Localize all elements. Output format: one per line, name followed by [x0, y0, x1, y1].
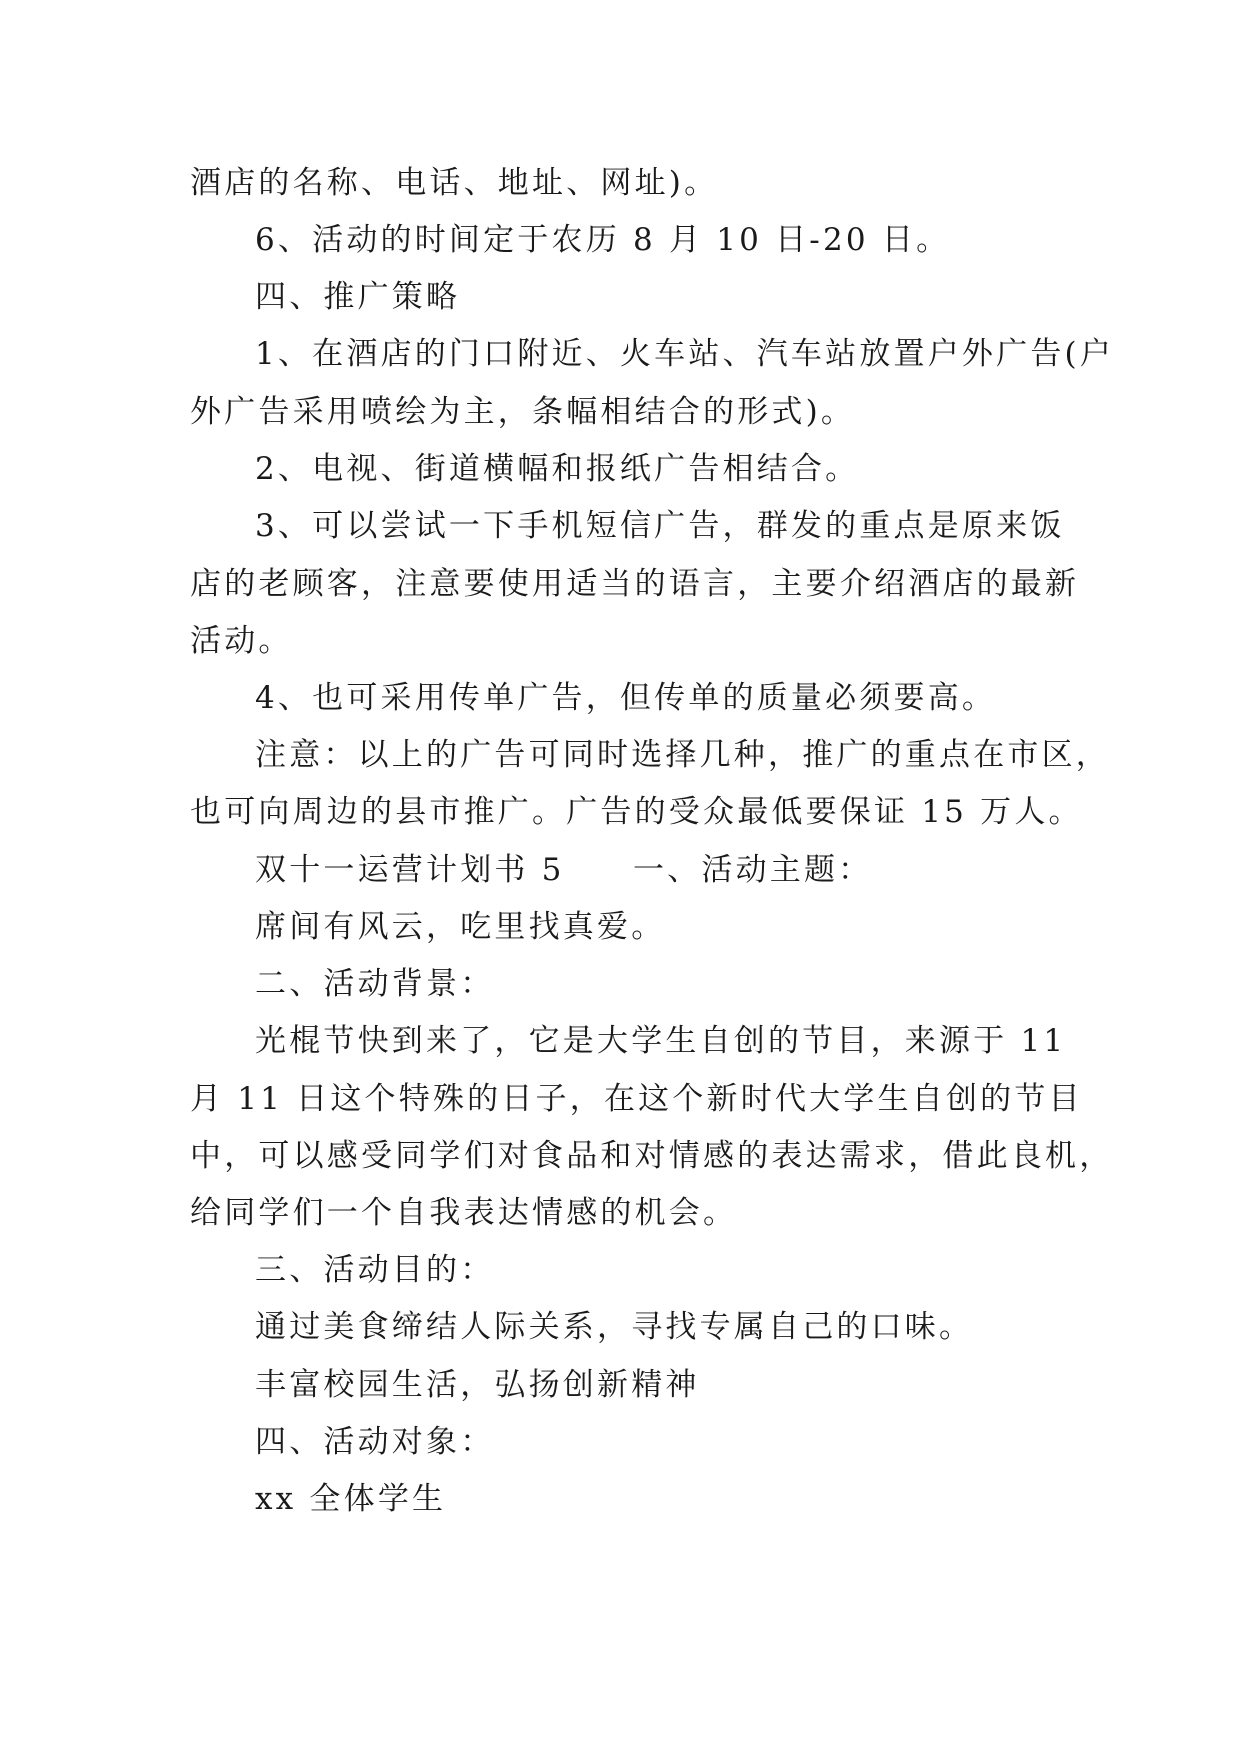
section-heading: 二、活动背景： [255, 966, 495, 1002]
text-line: 酒店的名称、电话、地址、网址)。 [190, 165, 719, 201]
text-line: 6、活动的时间定于农历 8 月 10 日-20 日。 [255, 222, 951, 258]
text-line: 给同学们一个自我表达情感的机会。 [190, 1195, 738, 1231]
text-line: 4、也可采用传单广告，但传单的质量必须要高。 [255, 680, 997, 716]
text-line: 3、可以尝试一下手机短信广告，群发的重点是原来饭 [255, 508, 1065, 544]
text-line: 注意：以上的广告可同时选择几种，推广的重点在市区， [255, 737, 1110, 773]
text-line: 月 11 日这个特殊的日子，在这个新时代大学生自创的节目 [190, 1081, 1083, 1117]
text-line: 也可向周边的县市推广。广告的受众最低要保证 15 万人。 [190, 794, 1083, 830]
text-line: 2、电视、街道横幅和报纸广告相结合。 [255, 451, 860, 487]
text-line: 席间有风云，吃里找真爱。 [255, 909, 666, 945]
section-heading: 四、推广策略 [255, 279, 461, 315]
section-heading: 三、活动目的： [255, 1252, 495, 1288]
text-line: 通过美食缔结人际关系，寻找专属自己的口味。 [255, 1309, 974, 1345]
text-line: 中，可以感受同学们对食品和对情感的表达需求，借此良机， [190, 1138, 1114, 1174]
section-heading: 四、活动对象： [255, 1424, 495, 1460]
text-line: 1、在酒店的门口附近、火车站、汽车站放置户外广告(户 [255, 336, 1115, 372]
text-line: xx 全体学生 [255, 1481, 447, 1517]
section-heading: 双十一运营计划书 5 一、活动主题： [255, 852, 873, 888]
text-line: 活动。 [190, 623, 293, 659]
text-line: 丰富校园生活，弘扬创新精神 [255, 1367, 700, 1403]
text-line: 外广告采用喷绘为主，条幅相结合的形式)。 [190, 394, 856, 430]
text-line: 光棍节快到来了，它是大学生自创的节目，来源于 11 [255, 1023, 1067, 1059]
text-line: 店的老顾客，注意要使用适当的语言，主要介绍酒店的最新 [190, 566, 1080, 602]
